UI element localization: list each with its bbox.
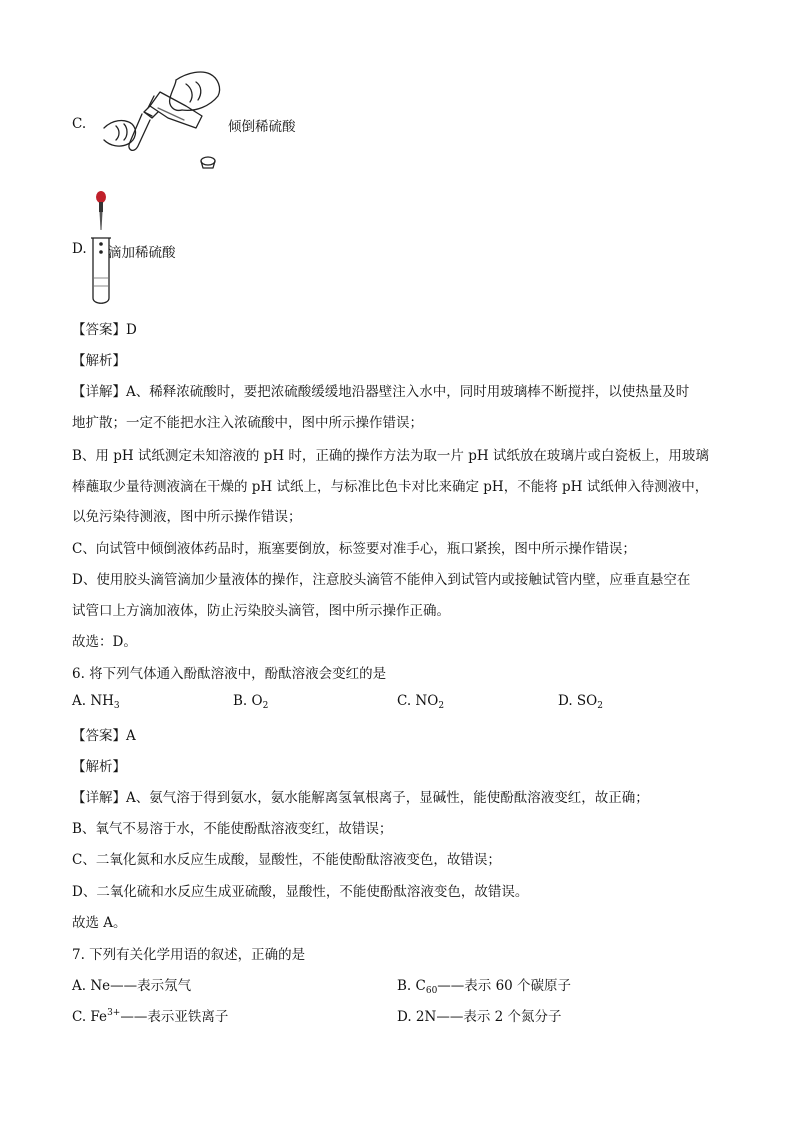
- q7-option-d: D. 2N——表示 2 个氮分子: [397, 1009, 562, 1025]
- q6-option-b: B. $O_2$: [233, 693, 269, 711]
- q6-line: C、二氧化氮和水反应生成酸，显酸性，不能使酚酞溶液变色，故错误；: [72, 852, 501, 868]
- option-c-letter: C.: [72, 116, 87, 132]
- q6-conclusion: 故选 A。: [72, 915, 127, 931]
- q5-line: 地扩散；一定不能把水注入浓硫酸中，图中所示操作错误；: [72, 415, 423, 431]
- q7-option-b: B. $C_{60}——$表示 60 个碳原子: [397, 978, 572, 996]
- option-d-caption: 滴加稀硫酸: [108, 245, 176, 261]
- q5-line: 【详解】A、稀释浓硫酸时，要把浓硫酸缓缓地沿器壁注入水中，同时用玻璃棒不断搅拌，以使热量及时: [72, 384, 690, 400]
- q5-conclusion: 故选：D。: [72, 634, 137, 650]
- q6-line: B、氧气不易溶于水，不能使酚酞溶液变红，故错误；: [72, 821, 393, 837]
- q6-analysis-heading: 【解析】: [72, 759, 126, 775]
- q6-stem: 6. 将下列气体通入酚酞溶液中，酚酞溶液会变红的是: [72, 666, 387, 682]
- option-d-letter: D.: [72, 241, 87, 257]
- q6-line: D、二氧化硫和水反应生成亚硫酸，显酸性，不能使酚酞溶液变色，故错误。: [72, 884, 529, 900]
- q7-option-c: C. $Fe^{3+}——$表示亚铁离子: [72, 1008, 229, 1025]
- q6-line: 【详解】A、氨气溶于得到氨水，氨水能解离氢氧根离子，显碱性，能使酚酞溶液变红，故正确；: [72, 790, 649, 806]
- q6-option-c: C. $NO_2$: [397, 693, 445, 711]
- q5-line: 试管口上方滴加液体，防止污染胶头滴管，图中所示操作正确。: [72, 603, 450, 619]
- q7-stem: 7. 下列有关化学用语的叙述，正确的是: [72, 947, 306, 963]
- q6-option-a: A. $NH_3$: [72, 693, 120, 711]
- q5-analysis-heading: 【解析】: [72, 353, 126, 369]
- q6-answer: 【答案】A: [72, 728, 136, 744]
- q6-option-d: D. $SO_2$: [558, 693, 603, 711]
- q5-line: B、用 pH 试纸测定未知溶液的 pH 时，正确的操作方法为取一片 pH 试纸放在玻璃片或白瓷板上，用玻璃: [72, 448, 709, 464]
- q5-line: D、使用胶头滴管滴加少量液体的操作，注意胶头滴管不能伸入到试管内或接触试管内壁，应垂直悬空在: [72, 572, 691, 588]
- q5-line: 以免污染待测液，图中所示操作错误；: [72, 509, 302, 525]
- pouring-acid-illustration: [98, 66, 226, 172]
- option-c-caption: 倾倒稀硫酸: [228, 119, 296, 135]
- q5-answer: 【答案】D: [72, 322, 137, 338]
- q5-line: C、向试管中倾倒液体药品时，瓶塞要倒放，标签要对准手心，瓶口紧挨，图中所示操作错误；: [72, 541, 636, 557]
- q5-line: 棒蘸取少量待测液滴在干燥的 pH 试纸上，与标准比色卡对比来确定 pH，不能将 pH 试纸伸入待测液中，: [72, 479, 709, 495]
- q7-option-a: A. Ne——表示氖气: [72, 978, 192, 994]
